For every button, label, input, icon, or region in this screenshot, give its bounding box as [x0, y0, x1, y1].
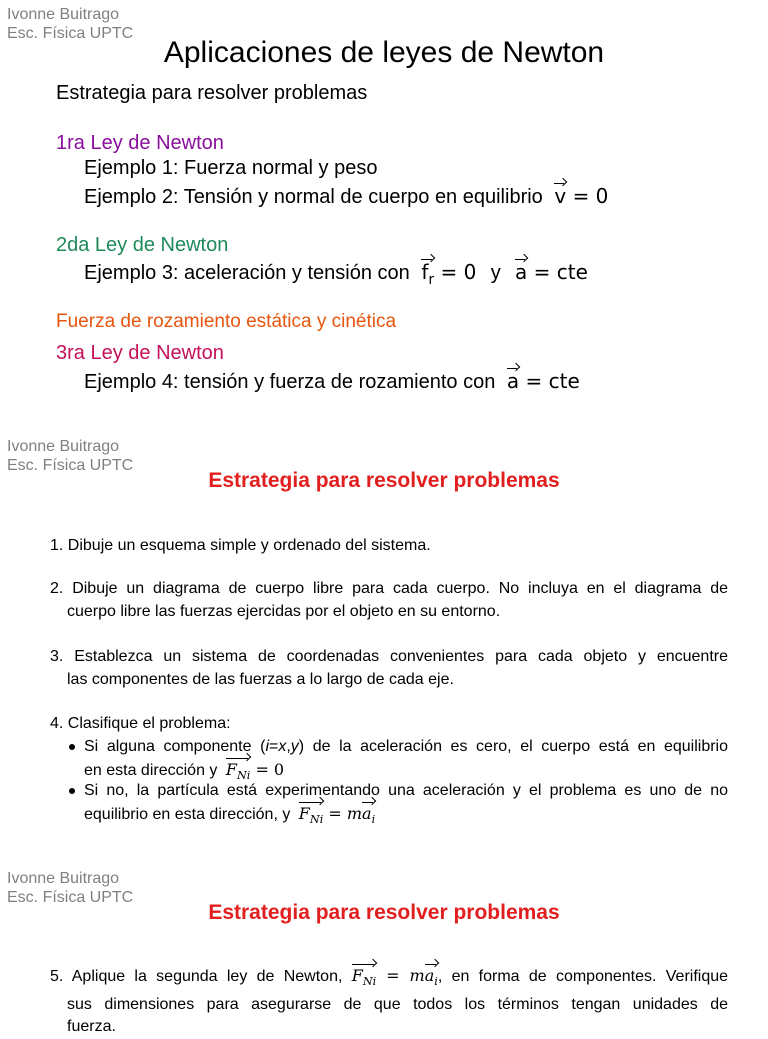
newton-second-law-formula: $F_{Ni} = ma_i$ — [299, 804, 375, 823]
acceleration-vector: a — [515, 260, 528, 284]
friction-vector: $f_r$ — [421, 260, 435, 288]
example-2-formula — [554, 184, 608, 208]
acceleration-vector: a — [506, 369, 520, 393]
friction-heading: Fuerza de rozamiento estática y cinética — [56, 311, 397, 332]
example-4 — [84, 369, 580, 394]
author-affiliation: Esc. Física UPTC — [7, 457, 134, 474]
page-title: Aplicaciones de leyes de Newton — [163, 36, 605, 69]
bullet-icon — [69, 788, 75, 794]
author-affiliation: Esc. Física UPTC — [7, 25, 134, 42]
step-5-line-2: sus dimensiones para asegurarse de que todos los términos tengan unidades de — [67, 995, 728, 1013]
step-1: 1. Dibuje un esquema simple y ordenado del sistema. — [50, 537, 431, 554]
example-4-formula — [507, 369, 580, 393]
example-2 — [84, 184, 608, 209]
strategy-item: Estrategia para resolver problemas — [56, 82, 368, 104]
step-3-line-1: 3. Establezca un sistema de coordenadas convenientes para cada objeto y encuentre — [50, 648, 728, 665]
bullet-1-line-1: Si alguna componente (i=x,y) de la aceleración es cero, el cuerpo está en equilibrio — [84, 738, 729, 755]
step-5-line-3: fuerza. — [67, 1018, 116, 1036]
bullet-2-line-1: Si no, la partícula está experimentando una aceleración y el problema es uno de no — [84, 782, 728, 799]
section-title: Estrategia para resolver problemas — [208, 901, 560, 924]
author-affiliation: Esc. Física UPTC — [7, 889, 134, 906]
example-3-and: y — [490, 262, 501, 284]
step-4: 4. Clasifique el problema: — [50, 715, 231, 732]
section-title: Estrategia para resolver problemas — [208, 469, 560, 492]
example-3-text: Ejemplo 3: aceleración y tensión con — [84, 262, 410, 284]
example-1: Ejemplo 1: Fuerza normal y peso — [84, 157, 378, 179]
velocity-vector: v — [554, 184, 567, 208]
example-2-rhs: = 0 — [572, 184, 609, 208]
example-4-text: Ejemplo 4: tensión y fuerza de rozamiento con — [84, 371, 496, 393]
author-name: Ivonne Buitrago — [7, 870, 120, 887]
example-3-formula — [421, 260, 588, 288]
author-name: Ivonne Buitrago — [7, 6, 120, 23]
step-5-line-1: 5. Aplique la segunda ley de Newton, $F_{Ni} = ma_i$, en forma de componentes. Verifique — [50, 965, 728, 994]
bullet-1-line-2: en esta dirección y $F_{Ni} = 0$ — [67, 759, 728, 788]
step-5 — [50, 965, 728, 1039]
bullet-icon — [69, 744, 75, 750]
step-2-line-1: 2. Dibuje un diagrama de cuerpo libre para cada cuerpo. No incluya en el diagrama de — [50, 580, 728, 597]
example-3 — [84, 260, 588, 288]
second-law-heading: 2da Ley de Newton — [56, 234, 229, 256]
third-law-heading: 3ra Ley de Newton — [56, 342, 224, 364]
example-4-cte: = cte — [525, 369, 580, 393]
bullet-2-line-2: equilibrio en esta dirección, y $F_{Ni} = ma_i$ — [67, 803, 728, 832]
example-2-text: Ejemplo 2: Tensión y normal de cuerpo en equilibrio — [84, 186, 543, 208]
step-3-line-2: las componentes de las fuerzas a lo largo de cada eje. — [67, 670, 454, 688]
author-name: Ivonne Buitrago — [7, 438, 120, 455]
step-2 — [50, 578, 728, 623]
step-4-bullet-2 — [67, 780, 728, 831]
step-3 — [50, 646, 728, 691]
step-2-line-2: cuerpo libre las fuerzas ejercidas por el objeto en su entorno. — [67, 602, 501, 620]
example-3-cte: = cte — [533, 260, 588, 284]
newton-second-law-formula: $F_{Ni} = ma_i$ — [352, 966, 438, 985]
example-3-eq0: = 0 — [440, 260, 477, 284]
equilibrium-formula: $F_{Ni} = 0$ — [226, 760, 284, 779]
first-law-heading: 1ra Ley de Newton — [56, 132, 224, 154]
